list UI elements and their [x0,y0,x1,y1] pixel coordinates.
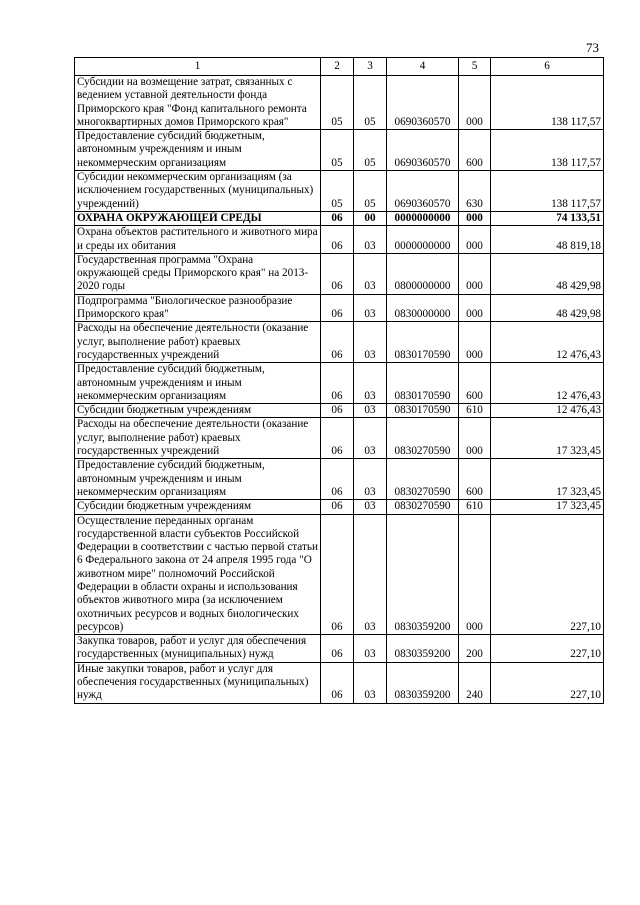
cell-target-article: 0830170590 [387,322,459,363]
cell-target-article: 0000000000 [387,211,459,225]
cell-target-article: 0800000000 [387,253,459,294]
cell-amount: 138 117,57 [491,76,604,130]
table-row [75,662,604,703]
cell-section: 06 [321,418,354,459]
table-row [75,226,604,254]
cell-section: 06 [321,404,354,418]
cell-target-article: 0830270590 [387,500,459,514]
page-number: 73 [586,40,599,55]
cell-name: Предоставление субсидий бюджетным, автономным учреждениям и иным некоммерческим организациям [75,363,321,404]
cell-subsection: 05 [354,76,387,130]
table-row [75,635,604,663]
cell-subsection: 03 [354,226,387,254]
cell-subsection: 00 [354,211,387,225]
cell-amount: 12 476,43 [491,363,604,404]
cell-amount: 17 323,45 [491,459,604,500]
cell-target-article: 0830270590 [387,459,459,500]
cell-amount: 138 117,57 [491,171,604,212]
cell-section: 06 [321,662,354,703]
cell-target-article: 0830170590 [387,404,459,418]
header-cell-section: 2 [321,58,354,76]
cell-expense-type: 000 [459,253,491,294]
table-row [75,363,604,404]
cell-section: 05 [321,171,354,212]
cell-section: 06 [321,294,354,322]
budget-table [74,57,604,704]
cell-subsection: 03 [354,662,387,703]
table-row [75,294,604,322]
cell-section: 05 [321,130,354,171]
cell-amount: 17 323,45 [491,500,604,514]
cell-name: Предоставление субсидий бюджетным, автономным учреждениям и иным некоммерческим организациям [75,459,321,500]
cell-target-article: 0690360570 [387,130,459,171]
cell-name: Государственная программа "Охрана окружающей среды Приморского края" на 2013-2020 годы [75,253,321,294]
cell-subsection: 05 [354,171,387,212]
cell-amount: 12 476,43 [491,322,604,363]
table-row [75,253,604,294]
cell-section: 06 [321,253,354,294]
cell-subsection: 03 [354,363,387,404]
cell-subsection: 03 [354,418,387,459]
table-row [75,404,604,418]
header-cell-target-article: 4 [387,58,459,76]
cell-name: Расходы на обеспечение деятельности (оказание услуг, выполнение работ) краевых государственных учреждений [75,418,321,459]
cell-section: 06 [321,514,354,635]
header-cell-name: 1 [75,58,321,76]
cell-subsection: 03 [354,635,387,663]
cell-amount: 48 819,18 [491,226,604,254]
cell-target-article: 0830359200 [387,662,459,703]
cell-name: Закупка товаров, работ и услуг для обеспечения государственных (муниципальных) нужд [75,635,321,663]
cell-expense-type: 200 [459,635,491,663]
header-cell-amount: 6 [491,58,604,76]
cell-section: 06 [321,363,354,404]
cell-expense-type: 000 [459,226,491,254]
cell-target-article: 0830000000 [387,294,459,322]
table-row [75,514,604,635]
cell-target-article: 0690360570 [387,76,459,130]
cell-target-article: 0830270590 [387,418,459,459]
table-row [75,459,604,500]
cell-section: 06 [321,226,354,254]
cell-expense-type: 240 [459,662,491,703]
cell-expense-type: 000 [459,514,491,635]
cell-expense-type: 600 [459,459,491,500]
cell-name: Иные закупки товаров, работ и услуг для обеспечения государственных (муниципальных) нужд [75,662,321,703]
cell-name: Расходы на обеспечение деятельности (оказание услуг, выполнение работ) краевых государственных учреждений [75,322,321,363]
cell-name: Субсидии бюджетным учреждениям [75,404,321,418]
cell-name: Субсидии бюджетным учреждениям [75,500,321,514]
cell-expense-type: 610 [459,500,491,514]
header-cell-expense-type: 5 [459,58,491,76]
table-row [75,211,604,225]
cell-expense-type: 600 [459,363,491,404]
cell-section: 06 [321,459,354,500]
table-row [75,418,604,459]
cell-expense-type: 000 [459,294,491,322]
cell-expense-type: 610 [459,404,491,418]
cell-name: ОХРАНА ОКРУЖАЮЩЕЙ СРЕДЫ [75,211,321,225]
cell-amount: 48 429,98 [491,253,604,294]
cell-subsection: 05 [354,130,387,171]
cell-amount: 227,10 [491,635,604,663]
cell-name: Субсидии на возмещение затрат, связанных с ведением уставной деятельности фонда Приморского края "Фонд капитального ремонта многоквартирных домов Приморского края" [75,76,321,130]
cell-target-article: 0830359200 [387,514,459,635]
cell-target-article: 0690360570 [387,171,459,212]
cell-expense-type: 630 [459,171,491,212]
cell-expense-type: 000 [459,76,491,130]
cell-amount: 74 133,51 [491,211,604,225]
cell-section: 06 [321,635,354,663]
cell-amount: 48 429,98 [491,294,604,322]
cell-subsection: 03 [354,404,387,418]
cell-amount: 12 476,43 [491,404,604,418]
cell-subsection: 03 [354,253,387,294]
cell-name: Подпрограмма "Биологическое разнообразие Приморского края" [75,294,321,322]
cell-section: 05 [321,76,354,130]
cell-name: Охрана объектов растительного и животного мира и среды их обитания [75,226,321,254]
cell-expense-type: 000 [459,418,491,459]
header-row [75,58,604,76]
cell-section: 06 [321,500,354,514]
header-cell-subsection: 3 [354,58,387,76]
table-row [75,322,604,363]
cell-subsection: 03 [354,459,387,500]
cell-expense-type: 600 [459,130,491,171]
table-row [75,130,604,171]
table-row [75,500,604,514]
cell-expense-type: 000 [459,322,491,363]
cell-section: 06 [321,211,354,225]
cell-target-article: 0830359200 [387,635,459,663]
cell-subsection: 03 [354,322,387,363]
cell-amount: 138 117,57 [491,130,604,171]
cell-subsection: 03 [354,500,387,514]
cell-amount: 17 323,45 [491,418,604,459]
cell-amount: 227,10 [491,514,604,635]
cell-name: Предоставление субсидий бюджетным, автономным учреждениям и иным некоммерческим организациям [75,130,321,171]
cell-target-article: 0000000000 [387,226,459,254]
cell-name: Осуществление переданных органам государственной власти субъектов Российской Федерации в соответствии с частью первой статьи 6 Федерального закона от 24 апреля 1995 года "О животном мире" полномочий Российской Федерации в области охраны и использования объектов животного мира (за исключением охотничьих ресурсов и водных биологических ресурсов) [75,514,321,635]
cell-amount: 227,10 [491,662,604,703]
cell-subsection: 03 [354,514,387,635]
cell-name: Субсидии некоммерческим организациям (за исключением государственных (муниципальных) учреждений) [75,171,321,212]
table-row [75,76,604,130]
cell-subsection: 03 [354,294,387,322]
cell-section: 06 [321,322,354,363]
cell-expense-type: 000 [459,211,491,225]
cell-target-article: 0830170590 [387,363,459,404]
table-row [75,171,604,212]
